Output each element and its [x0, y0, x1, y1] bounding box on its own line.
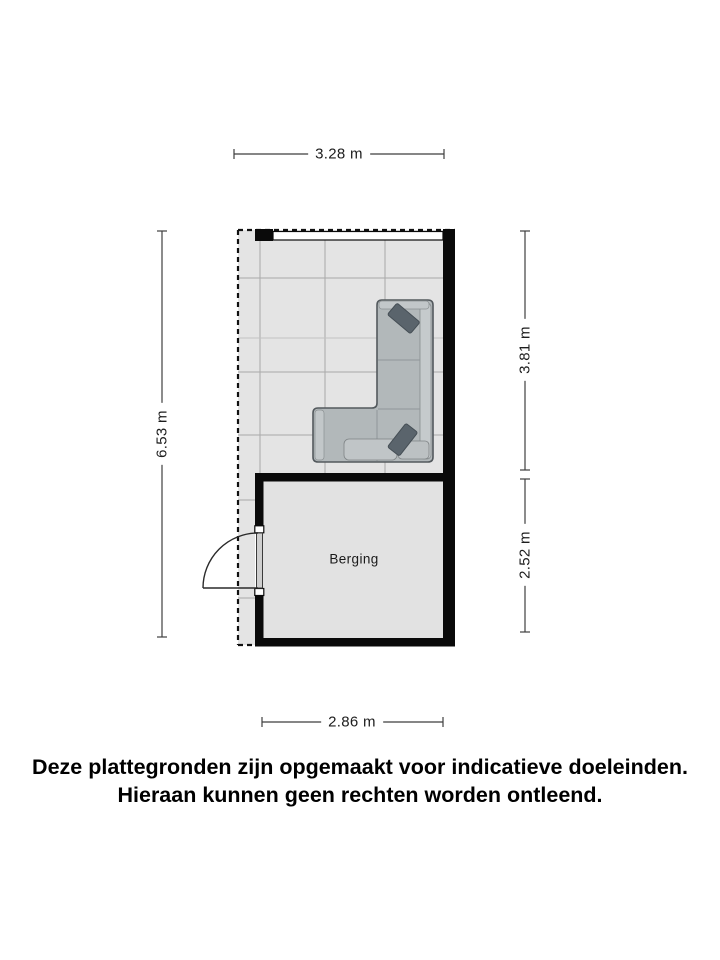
dimension-label-bottom: 2.86 m [321, 714, 383, 731]
disclaimer-text [0, 754, 720, 809]
dimension-label-right-lower: 2.52 m [517, 524, 534, 586]
sofa-armrest-top [379, 301, 429, 309]
sofa-armrest-left [315, 410, 324, 460]
dimension-label-left: 6.53 m [154, 403, 171, 465]
dimension-label-top: 3.28 m [308, 146, 370, 163]
sofa-cushion-bottom-left [344, 439, 397, 460]
disclaimer-line-1: Deze plattegronden zijn opgemaakt voor indicatieve doeleinden. [32, 755, 688, 779]
sofa-backrest [420, 303, 431, 459]
room-label-berging: Berging [329, 551, 379, 567]
top-wall-segment [255, 229, 273, 241]
door-panel [257, 533, 263, 588]
dimension-label-right-upper: 3.81 m [517, 319, 534, 381]
disclaimer-line-2: Hieraan kunnen geen rechten worden ontleend. [117, 782, 603, 807]
right-wall [443, 229, 455, 646]
window [273, 232, 443, 241]
